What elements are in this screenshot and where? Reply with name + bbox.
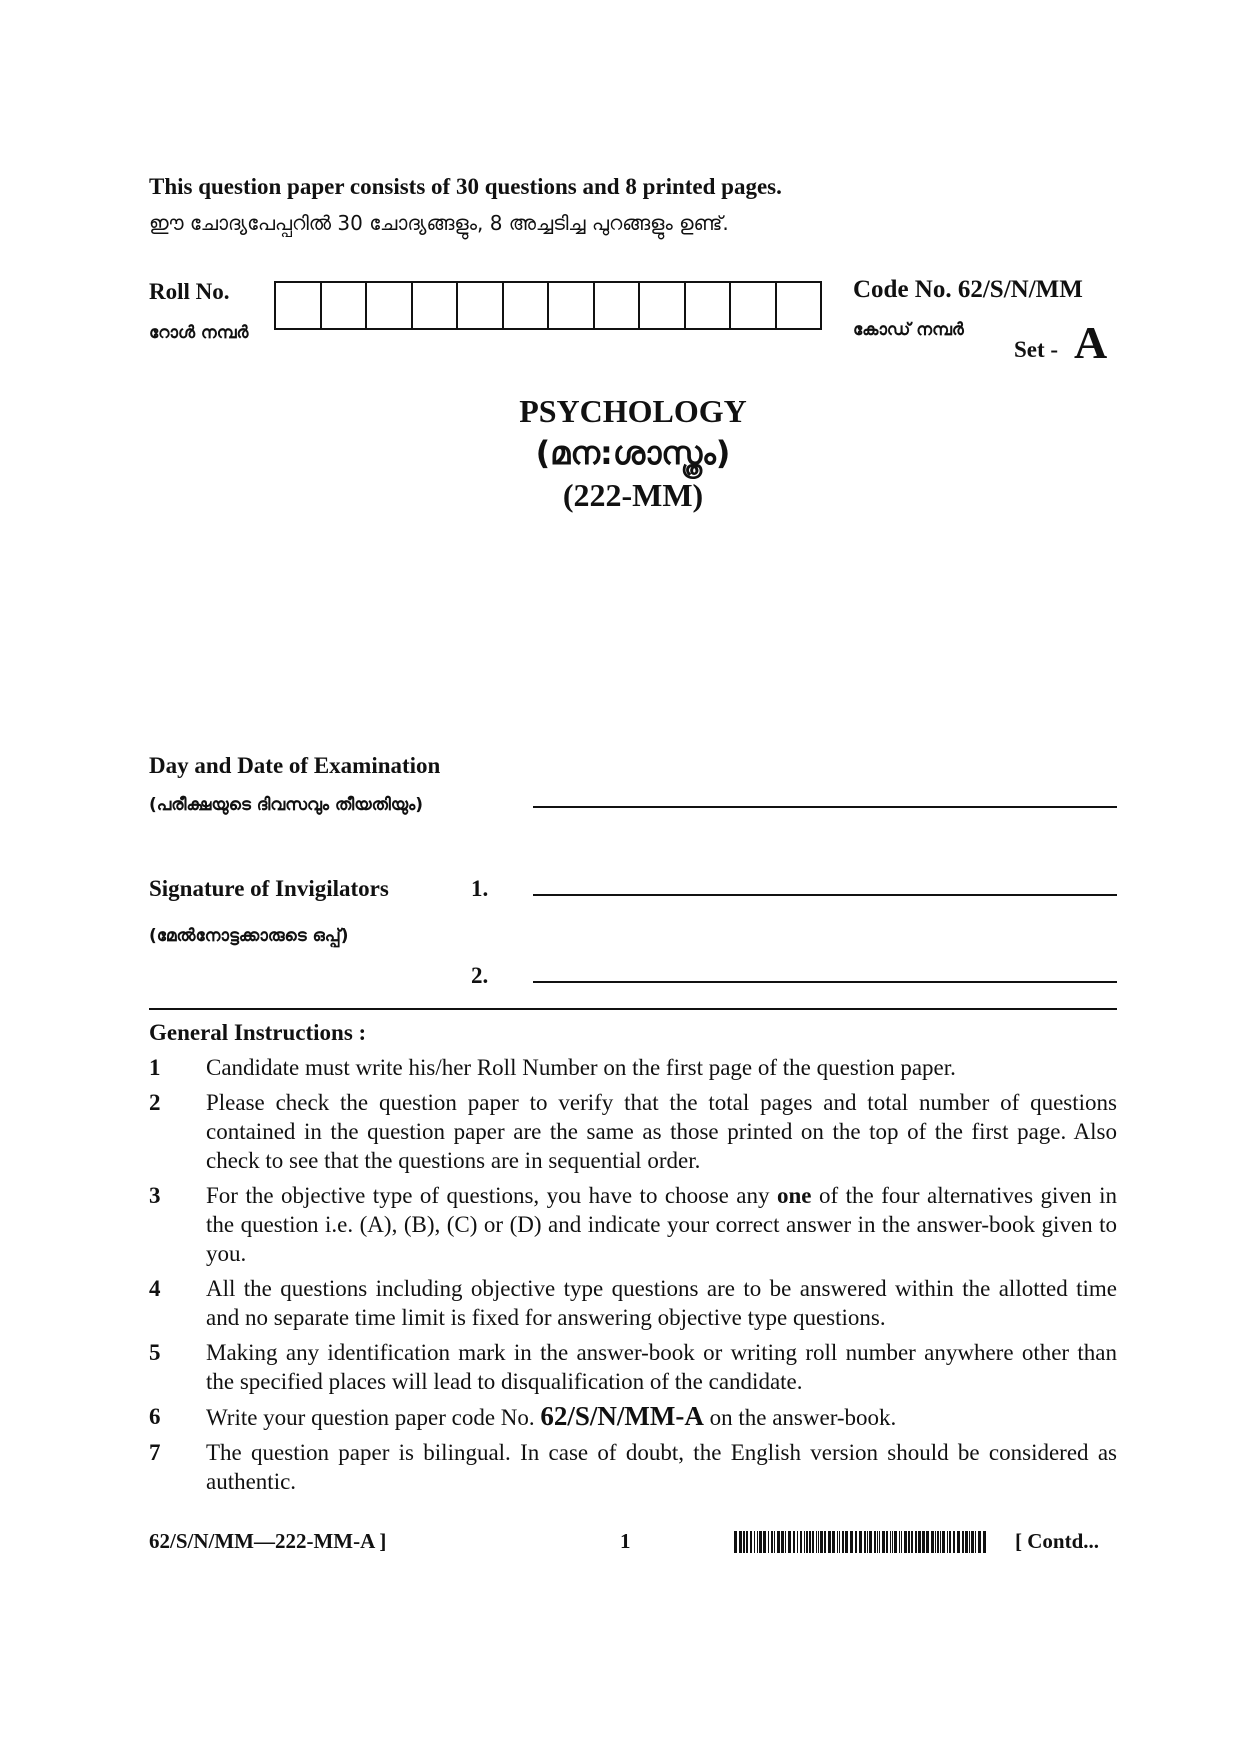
roll-number-box[interactable] [686, 283, 732, 328]
section-divider [149, 1008, 1117, 1010]
roll-number-box[interactable] [458, 283, 504, 328]
instruction-number: 1 [149, 1055, 161, 1080]
pages-count-note: This question paper consists of 30 questions and 8 printed pages. [149, 174, 782, 199]
instructions-list [149, 1053, 1117, 1502]
instruction-number: 7 [149, 1440, 161, 1465]
instruction-text [206, 1402, 1117, 1432]
paper-code-emphasis: 62/S/N/MM-A [540, 1401, 704, 1431]
subject-title: PSYCHOLOGY [519, 393, 747, 429]
signature-line-2[interactable] [533, 981, 1117, 983]
code-number-label: Code No. 62/S/N/MM [853, 276, 1083, 303]
instruction-item [149, 1338, 1117, 1396]
instruction-emphasis: one [777, 1183, 812, 1208]
roll-number-box[interactable] [276, 283, 322, 328]
instruction-item [149, 1402, 1117, 1432]
page-number: 1 [620, 1529, 631, 1553]
instruction-item [149, 1053, 1117, 1082]
roll-number-box[interactable] [322, 283, 368, 328]
instruction-number: 2 [149, 1090, 161, 1115]
roll-number-box[interactable] [731, 283, 777, 328]
instruction-number: 4 [149, 1276, 161, 1301]
roll-number-box[interactable] [413, 283, 459, 328]
instruction-item [149, 1088, 1117, 1175]
roll-number-box[interactable] [640, 283, 686, 328]
roll-number-boxes[interactable] [274, 281, 822, 330]
invigilator-signature-label: Signature of Invigilators [149, 876, 389, 901]
exam-date-label: Day and Date of Examination [149, 753, 441, 778]
instruction-text-part: For the objective type of questions, you have to choose any [206, 1183, 777, 1208]
paper-title [0, 390, 1240, 516]
code-number-label-malayalam: കോഡ് നമ്പർ [853, 320, 964, 340]
set-label: Set - [1014, 337, 1059, 362]
instruction-number: 6 [149, 1404, 161, 1429]
roll-number-box[interactable] [777, 283, 821, 328]
instruction-item [149, 1274, 1117, 1332]
instruction-number: 5 [149, 1340, 161, 1365]
instruction-text: Candidate must write his/her Roll Number on the first page of the question paper. [206, 1055, 956, 1080]
instruction-text-part: Write your question paper code No. [206, 1405, 541, 1430]
set-letter: A [1074, 317, 1108, 368]
subject-code: (222-MM) [562, 477, 704, 513]
barcode-image [734, 1531, 986, 1553]
instruction-text-part: on the answer-book. [703, 1405, 897, 1430]
invigilator-signature-label-malayalam: (മേൽനോട്ടക്കാരുടെ ഒപ്പ്) [149, 926, 349, 946]
roll-number-box[interactable] [367, 283, 413, 328]
footer-paper-code: 62/S/N/MM—222-MM-A ] [149, 1529, 387, 1553]
subject-title-malayalam: (മന:ശാസ്ത്രം) [535, 434, 731, 472]
instruction-item [149, 1181, 1117, 1268]
instruction-text-part: of the four alternatives given in the question i.e. (A), (B), (C) or (D) and indicate your correct answer in the answer-book given to you. [206, 1183, 1117, 1266]
instruction-text: The question paper is bilingual. In case of doubt, the English version should be considered as authentic. [206, 1440, 1117, 1494]
exam-date-label-malayalam: (പരീക്ഷയുടെ ദിവസവും തീയതിയും) [149, 795, 424, 815]
instruction-item [149, 1438, 1117, 1496]
signature-number-1: 1. [471, 876, 489, 901]
signature-line-1[interactable] [533, 894, 1117, 896]
signature-number-2: 2. [471, 963, 489, 988]
roll-number-box[interactable] [504, 283, 550, 328]
continued-label: [ Contd... [1015, 1529, 1100, 1553]
instructions-heading: General Instructions : [149, 1020, 367, 1045]
pages-count-note-malayalam: ഈ ചോദ്യപേപ്പറിൽ 30 ചോദ്യങ്ങളും, 8 അച്ചടിച്ച പുറങ്ങളും ഉണ്ട്. [149, 211, 729, 235]
instruction-text: All the questions including objective type questions are to be answered within the allotted time and no separate time limit is fixed for answering objective type questions. [206, 1276, 1117, 1330]
roll-number-box[interactable] [549, 283, 595, 328]
roll-number-label: Roll No. [149, 279, 230, 304]
roll-number-box[interactable] [595, 283, 641, 328]
roll-number-label-malayalam: റോൾ നമ്പർ [149, 323, 249, 343]
instruction-text: Please check the question paper to verify that the total pages and total number of questions contained in the question paper are the same as those printed on the top of the first page. Also check to see that the questions are in sequential order. [206, 1090, 1117, 1173]
instruction-text [206, 1181, 1117, 1268]
instruction-number: 3 [149, 1183, 161, 1208]
exam-date-line[interactable] [533, 806, 1117, 808]
instruction-text: Making any identification mark in the answer-book or writing roll number anywhere other than the specified places will lead to disqualification of the candidate. [206, 1340, 1117, 1394]
